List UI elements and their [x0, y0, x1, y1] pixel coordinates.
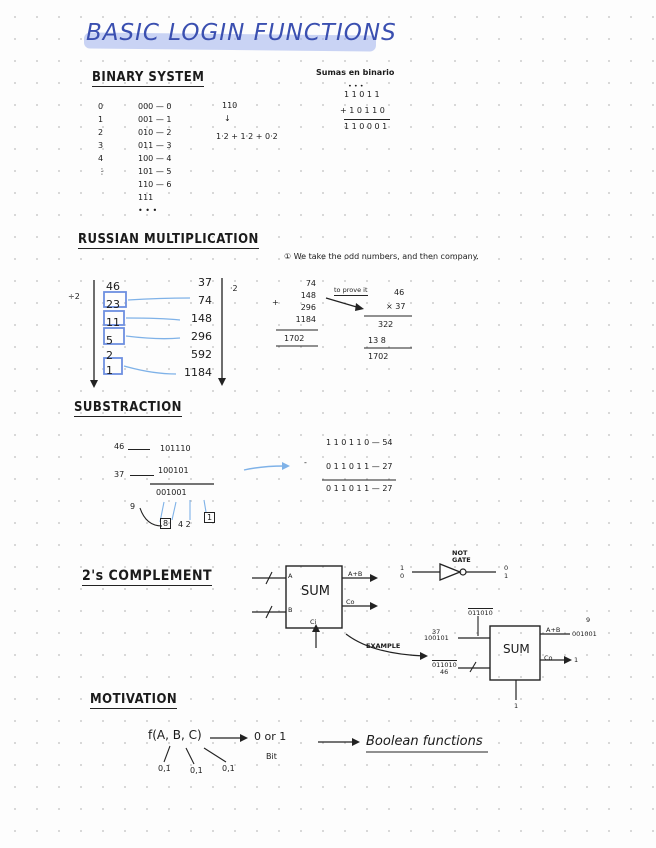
not-output: 1	[504, 572, 509, 580]
binary-code: 101 — 5	[138, 167, 172, 176]
row2-dash	[130, 475, 154, 476]
complement-heading: 2's COMPLEMENT	[82, 568, 213, 584]
r-result: 0 1 1 0 1 1 — 27	[326, 484, 393, 493]
check-partial-1: 322	[378, 320, 394, 329]
binary-code-list	[138, 100, 171, 217]
binary-code: 010 — 2	[138, 128, 172, 137]
row2-decimal: 37	[114, 470, 125, 479]
russian-right-column	[182, 274, 212, 382]
binary-code: 011 — 3	[138, 141, 172, 150]
example-bits-top: 011010	[468, 609, 493, 617]
check-partial-2: 13 8	[368, 336, 386, 345]
sum-a: 1 1 0 1 1	[344, 90, 380, 99]
example-top: 110	[222, 101, 238, 110]
left-value: 2	[106, 349, 113, 362]
right-value: 74	[198, 294, 212, 307]
right-value: 1184	[184, 366, 212, 379]
example-expansion: 1·2 + 1·2 + 0·2	[216, 132, 278, 141]
sum-block-2-label: SUM	[503, 642, 530, 656]
binary-dots: ⋮	[98, 167, 106, 176]
example-46: 46	[440, 668, 449, 676]
left-value: 23	[106, 298, 120, 311]
binary-digit: 4	[98, 154, 104, 163]
right-value: 37	[198, 276, 212, 289]
example-arrow: ↓	[224, 114, 231, 123]
not-input: 0	[400, 572, 405, 580]
check-total: 1702	[368, 352, 389, 361]
div-label: ÷2	[68, 292, 80, 301]
under-a: 0,1	[158, 764, 171, 773]
box-right: 1	[204, 512, 215, 523]
example-co-value: 1	[574, 656, 579, 664]
sum-result: 1 1 0 0 0 1	[344, 122, 388, 131]
sum-block-label: SUM	[301, 584, 330, 599]
output-ab: A+B	[348, 570, 363, 578]
right-value: 148	[191, 312, 212, 325]
sum-value: 296	[300, 303, 316, 312]
binary-code: 100 — 4	[138, 154, 172, 163]
mid-digits: 4 2	[178, 520, 191, 529]
proof-label: to prove it	[334, 286, 368, 294]
binary-digit: 2	[98, 128, 104, 137]
not-output: 0	[504, 564, 509, 572]
sum-value: 1184	[295, 315, 316, 324]
right-value: 296	[191, 330, 212, 343]
not-input: 1	[400, 564, 405, 572]
function-expression: f(A, B, C)	[148, 728, 202, 742]
r-row2: 0 1 1 0 1 1 — 27	[326, 462, 393, 471]
under-b: 0,1	[190, 766, 203, 775]
result-decimal: 9	[130, 502, 136, 511]
binary-code-dots: • • •	[138, 206, 158, 215]
binary-code: 111	[138, 193, 154, 202]
page-title: BASIC LOGIN FUNCTIONS	[86, 20, 397, 46]
result-binary: 001001	[156, 488, 187, 497]
sum-b: + 1 0 1 1 0	[340, 106, 385, 115]
sum-title: Sumas en binario	[316, 68, 395, 77]
example-out-top: 9	[586, 616, 591, 624]
left-value: 1	[106, 364, 113, 377]
function-result: 0 or 1	[254, 730, 287, 743]
check-a: 46	[394, 288, 405, 297]
bit-label: Bit	[266, 752, 277, 761]
row1-decimal: 46	[114, 442, 125, 451]
example-a-value: 100101	[424, 634, 449, 642]
mul-label: ·2	[230, 284, 238, 293]
binary-digit-list	[98, 100, 106, 178]
left-value: 11	[106, 316, 120, 329]
binary-code: 000 — 0	[138, 102, 172, 111]
russian-note: ① We take the odd numbers, and then company.	[284, 252, 479, 261]
not-outputs	[504, 564, 508, 580]
binary-code: 110 — 6	[138, 180, 172, 189]
example-ci-value: 1	[514, 702, 519, 710]
motivation-heading: MOTIVATION	[90, 692, 178, 707]
russian-sum-column	[290, 278, 316, 326]
example-out-ab: A+B	[546, 626, 561, 634]
boolean-functions-label: Boolean functions	[366, 734, 483, 749]
row2-binary: 100101	[158, 466, 189, 475]
check-b: × 37	[386, 302, 406, 311]
example-b-value: 011010	[432, 661, 457, 669]
example-label: EXAMPLE	[366, 642, 401, 650]
russian-heading: RUSSIAN MULTIPLICATION	[78, 232, 259, 247]
row1-dash	[128, 449, 150, 450]
input-ci: Ci	[310, 618, 317, 626]
input-a: A	[288, 572, 293, 580]
binary-heading: BINARY SYSTEM	[92, 70, 205, 85]
example-co: Co	[544, 654, 553, 662]
left-value: 46	[106, 280, 120, 293]
under-c: 0,1	[222, 764, 235, 773]
binary-digit: 0	[98, 102, 104, 111]
example-out-value: 001001	[572, 630, 597, 638]
sum-value: 74	[305, 279, 316, 288]
binary-digit: 3	[98, 141, 104, 150]
r-minus: -	[304, 458, 307, 467]
row1-binary: 101110	[160, 444, 191, 453]
example-37: 37	[432, 628, 441, 636]
r-row1: 1 1 0 1 1 0 — 54	[326, 438, 393, 447]
output-co: Co	[346, 598, 355, 606]
subtraction-heading: SUBSTRACTION	[74, 400, 182, 415]
left-value: 5	[106, 334, 113, 347]
sum-total: 1702	[284, 334, 305, 343]
sum-carry: • • •	[348, 82, 364, 90]
right-value: 592	[191, 348, 212, 361]
not-gate-label: NOT GATE	[452, 549, 471, 564]
binary-code: 001 — 1	[138, 115, 172, 124]
sum-line	[344, 119, 390, 120]
input-b: B	[288, 606, 293, 614]
russian-left-column	[106, 278, 120, 380]
sum-plus: +	[272, 298, 279, 307]
box-left: 8	[160, 518, 171, 529]
sum-value: 148	[300, 291, 316, 300]
binary-digit: 1	[98, 115, 104, 124]
not-inputs	[400, 564, 404, 580]
